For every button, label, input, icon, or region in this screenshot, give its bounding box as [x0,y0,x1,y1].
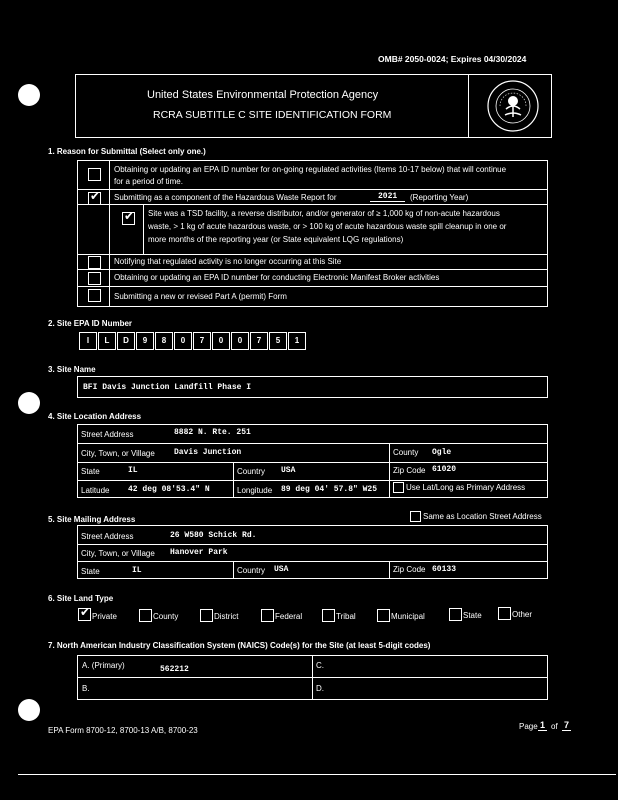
lqg-checkbox[interactable]: ✔ [124,209,135,223]
epa-id-digit: 7 [193,332,211,350]
use-latlong-checkbox[interactable] [393,482,404,493]
land-type-district-checkbox[interactable] [200,609,213,622]
site-name-value: BFI Davis Junction Landfill Phase I [83,383,252,392]
section-5-title: 5. Site Mailing Address [48,515,136,524]
epa-id-digit: 7 [250,332,268,350]
epa-id-digit: L [98,332,116,350]
same-as-location-checkbox[interactable] [410,511,421,522]
location-city: Davis Junction [174,448,242,457]
section-4-title: 4. Site Location Address [48,412,142,421]
section-2-title: 2. Site EPA ID Number [48,319,133,328]
naics-primary: 562212 [160,665,189,674]
epa-id-digit: 8 [155,332,173,350]
epa-id-digit: 0 [231,332,249,350]
epa-id-digit: 0 [174,332,192,350]
mailing-state: IL [132,566,142,575]
form-number: EPA Form 8700-12, 8700-13 A/B, 8700-23 [48,726,198,735]
location-county: Ogle [432,448,452,457]
reporting-year: 2021 [370,192,405,202]
location-state: IL [128,466,138,475]
land-type-tribal-checkbox[interactable] [322,609,335,622]
reason-hazwaste-report-checkbox[interactable]: ✔ [90,189,101,203]
location-country: USA [281,466,296,475]
mailing-city: Hanover Park [170,548,228,557]
epa-id-digit: 5 [269,332,287,350]
epa-id-digit: 1 [288,332,306,350]
mailing-zip: 60133 [432,565,457,574]
location-zip: 61020 [432,465,457,474]
land-type-county-checkbox[interactable] [139,609,152,622]
location-street: 8882 N. Rte. 251 [174,428,251,437]
epa-seal-icon [486,79,540,133]
page-number: 1 [540,720,546,730]
reason-emanifest-checkbox[interactable] [88,272,101,285]
section-7-title: 7. North American Industry Classification System (NAICS) Code(s) for the Site (at least 5-digit codes) [48,641,431,650]
land-type-federal-checkbox[interactable] [261,609,274,622]
location-latitude: 42 deg 08'53.4" N [128,485,210,494]
punch-hole-top [18,84,40,106]
location-longitude: 89 deg 04' 57.8" W25 [281,485,378,494]
land-type-state-checkbox[interactable] [449,608,462,621]
epa-id-digit: I [79,332,97,350]
form-title: RCRA SUBTITLE C SITE IDENTIFICATION FORM [153,109,392,121]
reason-ongoing-checkbox[interactable] [88,168,101,181]
section-1-title: 1. Reason for Submittal (Select only one.) [48,147,206,156]
mailing-street: 26 W580 Schick Rd. [170,531,257,540]
punch-hole-middle [18,392,40,414]
section-6-title: 6. Site Land Type [48,594,114,603]
reason-no-longer-checkbox[interactable] [88,256,101,269]
land-type-other-checkbox[interactable] [498,607,511,620]
agency-name: United States Environmental Protection Agency [147,89,379,101]
bottom-rule [18,774,616,775]
land-type-private-checkbox[interactable]: ✔ [80,605,91,619]
page-total: 7 [564,720,570,730]
mailing-country: USA [274,565,289,574]
section-3-title: 3. Site Name [48,365,96,374]
epa-id-digit: 9 [136,332,154,350]
epa-id-digit: D [117,332,135,350]
reason-part-a-checkbox[interactable] [88,289,101,302]
omb-number: OMB# 2050-0024; Expires 04/30/2024 [378,54,527,64]
header-box [75,74,552,138]
land-type-municipal-checkbox[interactable] [377,609,390,622]
punch-hole-bottom [18,699,40,721]
epa-id-digit: 0 [212,332,230,350]
